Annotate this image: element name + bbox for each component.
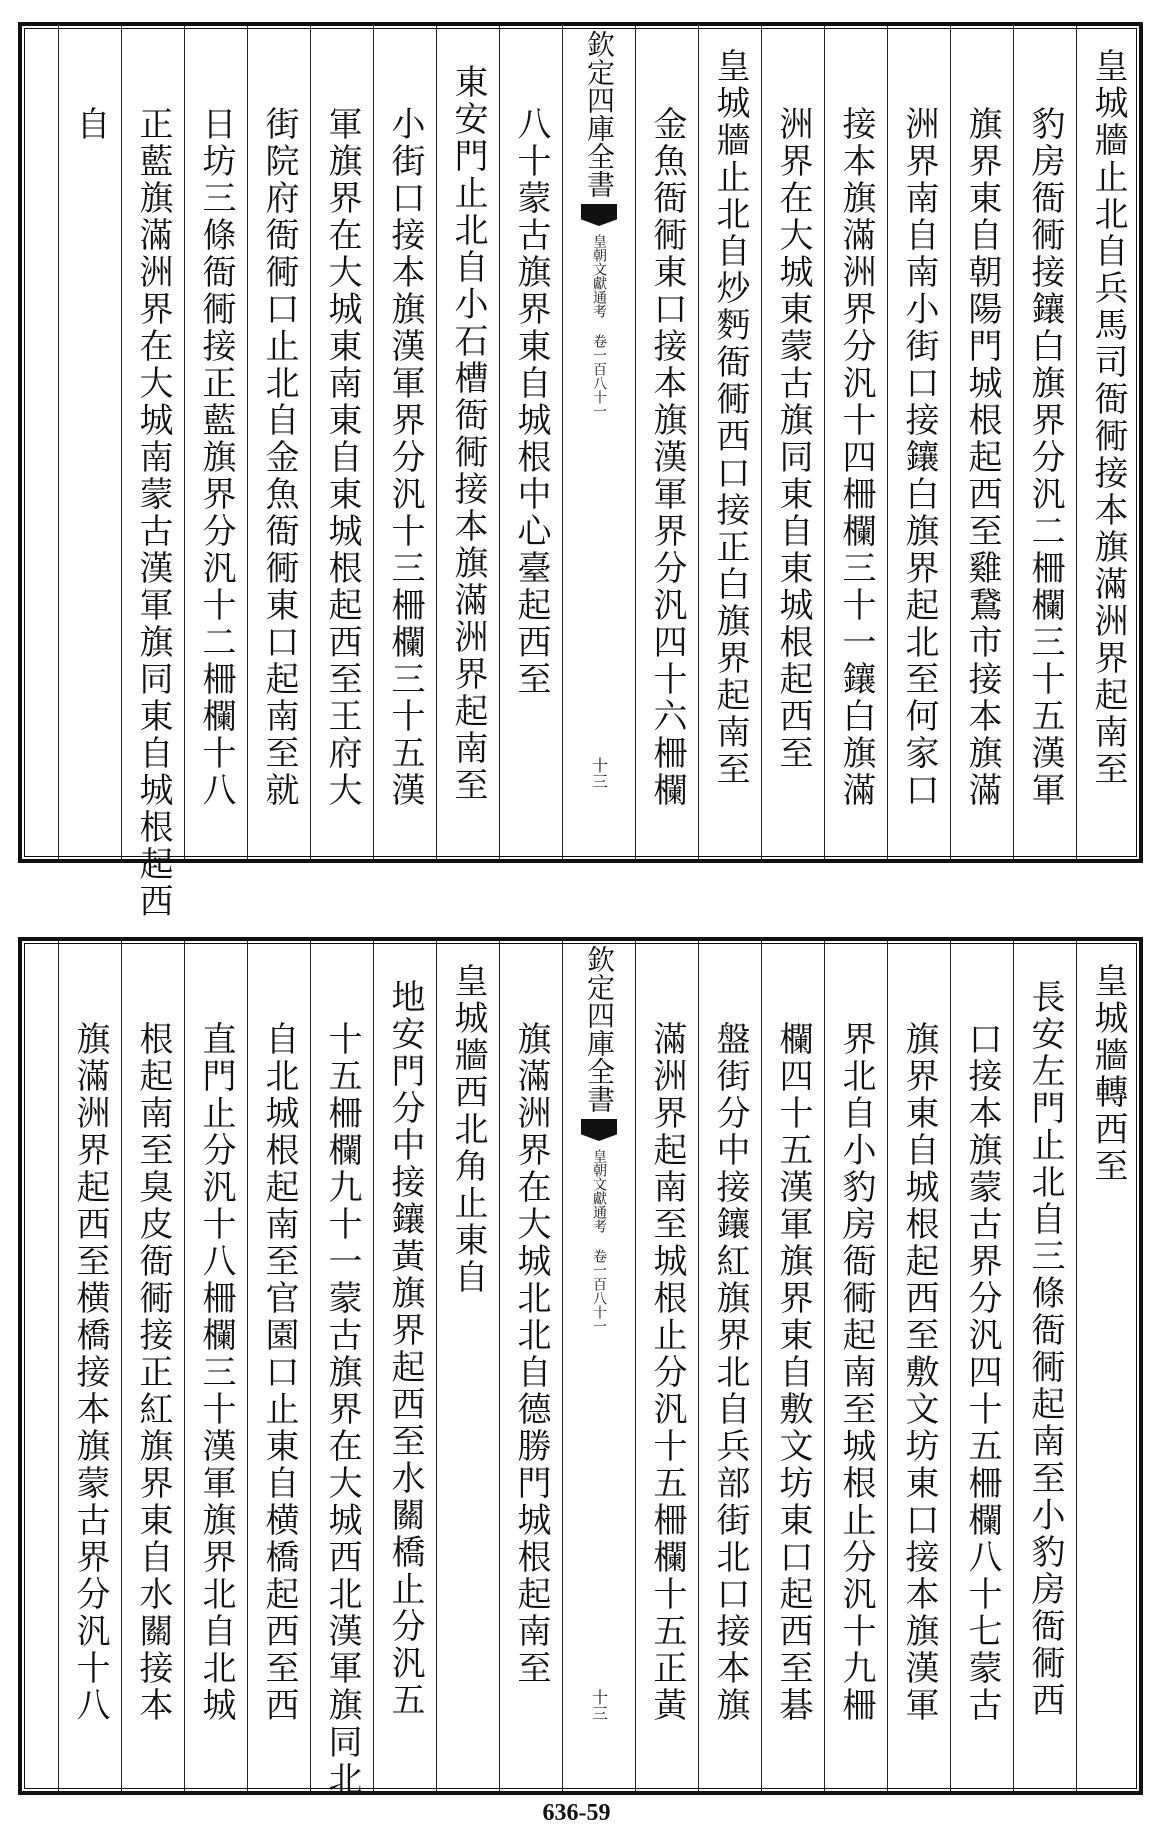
column-text: 欄四十五漢軍旗界東自敷文坊東口起西至碁	[773, 1021, 813, 1724]
column-text: 洲界在大城東蒙古旗同東自東城根起西至	[773, 106, 813, 772]
column-text: 豹房衙衕接鑲白旗界分汎二柵欄三十五漢軍	[1025, 106, 1065, 809]
column-text: 根起南至臭皮衙衕接正紅旗界東自水關接本	[133, 1021, 173, 1724]
chapter-label: 皇朝文獻通考 卷一百八十一	[591, 234, 607, 418]
text-column	[310, 26, 373, 859]
column-text: 旗界東自朝陽門城根起西至雞鵞市接本旗滿	[962, 106, 1002, 809]
column-text: 自北城根起南至官園口止東自横橋起西至西	[259, 1021, 299, 1724]
page-footer-number: 636-59	[542, 1800, 611, 1826]
column-text: 皇城牆轉西至	[1088, 963, 1128, 1185]
column-text: 旗滿洲界起西至横橋接本旗蒙古界分汎十八	[70, 1021, 110, 1724]
bottom-page-columns	[22, 941, 1139, 1798]
text-column	[58, 941, 121, 1791]
text-column	[824, 26, 887, 859]
text-column	[761, 941, 824, 1791]
text-column	[635, 26, 698, 859]
column-text: 自	[70, 106, 110, 143]
text-column	[1013, 941, 1076, 1791]
column-text: 皇城牆止北自炒麪衙衕西口接正白旗界起南至	[710, 48, 750, 788]
text-column	[121, 26, 184, 920]
column-text: 旗界東自城根起西至敷文坊東口接本旗漢軍	[899, 1021, 939, 1724]
center-fold	[562, 941, 635, 1791]
text-column	[373, 26, 436, 859]
text-column	[184, 941, 247, 1791]
column-text: 旗滿洲界在大城北北自德勝門城根起南至	[511, 1021, 551, 1687]
text-column	[887, 941, 950, 1791]
top-page-frame	[18, 22, 1143, 920]
bottom-page-frame	[18, 937, 1143, 1798]
column-text: 小街口接本旗漢軍界分汎十三柵欄三十五漢	[385, 106, 425, 809]
column-text: 皇城牆西北角止東自	[448, 963, 488, 1296]
chapter-label: 皇朝文獻通考 卷一百八十一	[591, 1149, 607, 1333]
page-number: 十三	[589, 757, 609, 789]
column-text: 皇城牆止北自兵馬司衙衕接本旗滿洲界起南至	[1088, 48, 1128, 788]
text-column	[887, 26, 950, 859]
column-text: 金魚衙衕東口接本旗漢軍界分汎四十六柵欄	[647, 106, 687, 809]
text-column	[436, 941, 499, 1791]
text-column	[1076, 26, 1139, 859]
text-column	[436, 26, 499, 859]
column-text: 接本旗滿洲界分汎十四柵欄三十一鑲白旗滿	[836, 106, 876, 809]
top-page-columns	[22, 26, 1139, 920]
text-column	[184, 26, 247, 859]
text-column	[58, 26, 121, 859]
text-column	[121, 941, 184, 1791]
column-text: 正藍旗滿洲界在大城南蒙古漢軍旗同東自城根起西	[133, 106, 173, 920]
text-column	[761, 26, 824, 859]
column-text: 日坊三條衙衕接正藍旗界分汎十二柵欄十八	[196, 106, 236, 809]
text-column	[950, 26, 1013, 859]
book-title: 欽定四庫全書	[583, 30, 616, 198]
column-text: 東安門止北自小石槽衙衕接本旗滿洲界起南至	[448, 64, 488, 804]
text-column	[1076, 941, 1139, 1791]
column-text: 地安門分中接鑲黃旗界起西至水關橋止分汎五	[385, 979, 425, 1719]
text-column	[1013, 26, 1076, 859]
column-text: 滿洲界起南至城根止分汎十五柵欄十五正黃	[647, 1021, 687, 1724]
column-text: 洲界南自南小街口接鑲白旗界起北至何家口	[899, 106, 939, 809]
fish-tail-mark-icon	[581, 1119, 617, 1141]
text-column	[635, 941, 698, 1791]
book-title: 欽定四庫全書	[583, 945, 616, 1113]
column-text: 八十蒙古旗界東自城根中心臺起西至	[511, 106, 551, 698]
text-column	[310, 941, 373, 1798]
text-column	[499, 941, 562, 1791]
text-column	[824, 941, 887, 1791]
column-text: 直門止分汎十八柵欄三十漢軍旗界北自北城	[196, 1021, 236, 1724]
column-text: 界北自小豹房衙衕起南至城根止分汎十九柵	[836, 1021, 876, 1724]
text-column	[247, 26, 310, 859]
text-column	[373, 941, 436, 1791]
center-fold	[562, 26, 635, 859]
fish-tail-mark-icon	[581, 204, 617, 226]
page-number: 十三	[589, 1689, 609, 1721]
column-text: 口接本旗蒙古界分汎四十五柵欄八十七蒙古	[962, 1021, 1002, 1724]
text-column	[950, 941, 1013, 1791]
column-text: 盤街分中接鑲紅旗界北自兵部街北口接本旗	[710, 1021, 750, 1724]
column-text: 長安左門止北自三條衙衕起南至小豹房衙衕西	[1025, 979, 1065, 1719]
column-text: 軍旗界在大城東南東自東城根起西至王府大	[322, 106, 362, 809]
column-text: 十五柵欄九十一蒙古旗界在大城西北漢軍旗同北	[322, 1021, 362, 1798]
text-column	[499, 26, 562, 859]
text-column	[698, 941, 761, 1791]
text-column	[247, 941, 310, 1791]
text-column	[698, 26, 761, 859]
column-text: 街院府衙衕口止北自金魚衙衕東口起南至就	[259, 106, 299, 809]
